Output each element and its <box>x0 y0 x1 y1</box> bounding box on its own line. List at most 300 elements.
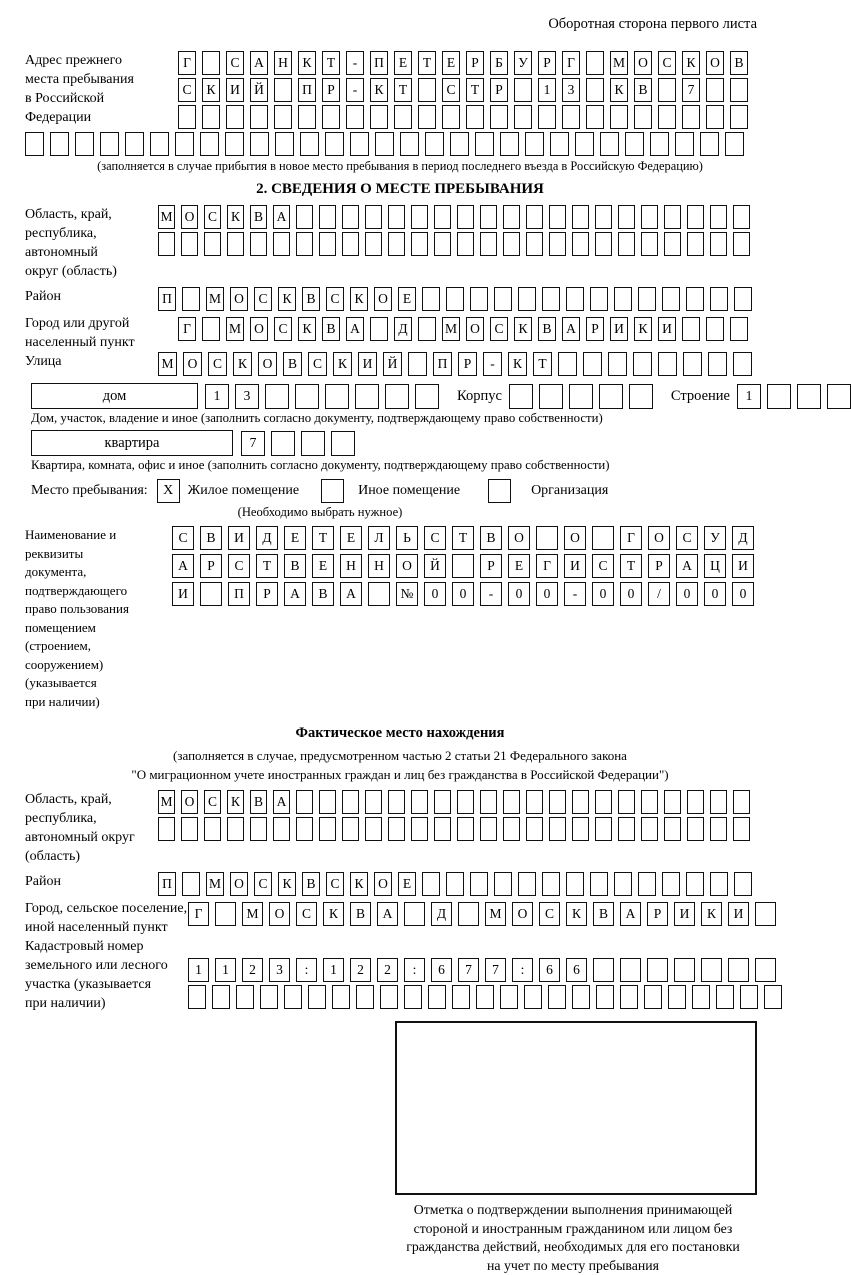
char-cell: : <box>296 958 317 982</box>
char-cell <box>682 317 700 341</box>
char-cell <box>250 105 268 129</box>
char-cell: В <box>322 317 340 341</box>
char-cell: 1 <box>205 384 229 409</box>
street-label: Улица <box>25 354 62 369</box>
char-cell <box>50 132 69 156</box>
char-cell <box>457 232 474 256</box>
char-cell: Г <box>562 51 580 75</box>
char-cell <box>664 817 681 841</box>
char-cell <box>569 384 593 409</box>
char-cell: Н <box>340 554 362 578</box>
char-cell: К <box>370 78 388 102</box>
actual-city-label: Город, сельское поселение, иной населенный пункт <box>25 901 188 935</box>
char-cell: М <box>442 317 460 341</box>
char-cell: О <box>269 902 290 926</box>
char-cell <box>687 790 704 814</box>
char-cell: Н <box>368 554 390 578</box>
char-cell <box>641 790 658 814</box>
char-cell <box>662 872 680 896</box>
char-cell: О <box>648 526 670 550</box>
char-cell <box>301 431 325 456</box>
char-cell <box>733 817 750 841</box>
char-cell: Д <box>732 526 754 550</box>
char-cell <box>494 287 512 311</box>
char-cell <box>708 352 727 376</box>
char-cell <box>480 205 497 229</box>
char-cell <box>687 232 704 256</box>
char-cell: Е <box>398 287 416 311</box>
char-cell: 1 <box>538 78 556 102</box>
stay-type-row <box>31 479 775 503</box>
char-cell: С <box>326 287 344 311</box>
char-cell <box>634 105 652 129</box>
char-cell <box>500 132 519 156</box>
char-cell <box>452 554 474 578</box>
char-cell <box>503 205 520 229</box>
cadastral-row-1 <box>188 958 782 982</box>
char-cell: Д <box>431 902 452 926</box>
char-cell <box>701 958 722 982</box>
char-cell <box>675 132 694 156</box>
char-cell: А <box>172 554 194 578</box>
apartment-row <box>31 430 775 456</box>
char-cell: А <box>340 582 362 606</box>
char-cell <box>271 431 295 456</box>
document-row-1 <box>172 526 775 550</box>
char-cell: В <box>250 205 267 229</box>
char-cell: / <box>648 582 670 606</box>
char-cell: К <box>508 352 527 376</box>
char-cell <box>480 232 497 256</box>
char-cell <box>75 132 94 156</box>
char-cell <box>687 205 704 229</box>
char-cell <box>590 872 608 896</box>
char-cell <box>181 817 198 841</box>
char-cell <box>125 132 144 156</box>
char-cell <box>526 232 543 256</box>
char-cell <box>586 105 604 129</box>
char-cell <box>755 902 776 926</box>
char-cell <box>325 132 344 156</box>
stay-type-checkbox-organization <box>488 479 511 503</box>
char-cell <box>480 790 497 814</box>
char-cell: О <box>250 317 268 341</box>
char-cell: С <box>178 78 196 102</box>
char-cell: 1 <box>188 958 209 982</box>
char-cell <box>418 317 436 341</box>
char-cell <box>562 105 580 129</box>
char-cell <box>641 205 658 229</box>
char-cell: Р <box>256 582 278 606</box>
char-cell <box>325 384 349 409</box>
char-cell <box>182 872 200 896</box>
char-cell <box>595 232 612 256</box>
char-cell: Н <box>274 51 292 75</box>
char-cell <box>575 132 594 156</box>
char-cell: 7 <box>241 431 265 456</box>
char-cell: В <box>480 526 502 550</box>
char-cell <box>638 872 656 896</box>
char-cell <box>415 384 439 409</box>
char-cell: В <box>284 554 306 578</box>
char-cell <box>538 105 556 129</box>
char-cell: Г <box>178 317 196 341</box>
char-cell <box>475 132 494 156</box>
char-cell <box>342 205 359 229</box>
char-cell <box>442 105 460 129</box>
char-cell: И <box>658 317 676 341</box>
char-cell <box>204 817 221 841</box>
char-cell <box>200 582 222 606</box>
char-cell <box>275 132 294 156</box>
korpus-label: Корпус <box>457 387 502 404</box>
char-cell: К <box>278 872 296 896</box>
char-cell: А <box>346 317 364 341</box>
char-cell: И <box>610 317 628 341</box>
char-cell <box>322 105 340 129</box>
char-cell <box>446 872 464 896</box>
char-cell <box>425 132 444 156</box>
char-cell: - <box>483 352 502 376</box>
char-cell <box>296 790 313 814</box>
char-cell <box>434 205 451 229</box>
char-cell <box>706 105 724 129</box>
char-cell: : <box>512 958 533 982</box>
char-cell <box>706 78 724 102</box>
char-cell <box>518 872 536 896</box>
char-cell <box>150 132 169 156</box>
char-cell <box>509 384 533 409</box>
char-cell <box>227 817 244 841</box>
char-cell <box>566 287 584 311</box>
char-cell <box>368 582 390 606</box>
char-cell <box>525 132 544 156</box>
char-cell: А <box>284 582 306 606</box>
char-cell <box>319 232 336 256</box>
char-cell <box>740 985 758 1009</box>
char-cell <box>388 232 405 256</box>
char-cell: П <box>158 872 176 896</box>
char-cell <box>494 872 512 896</box>
char-cell <box>730 317 748 341</box>
char-cell <box>385 384 409 409</box>
char-cell <box>404 985 422 1009</box>
char-cell: Р <box>538 51 556 75</box>
char-cell: И <box>732 554 754 578</box>
char-cell <box>434 232 451 256</box>
char-cell: К <box>566 902 587 926</box>
char-cell: 0 <box>536 582 558 606</box>
char-cell <box>767 384 791 409</box>
char-cell <box>664 205 681 229</box>
char-cell: 0 <box>676 582 698 606</box>
section2-title: 2. СВЕДЕНИЯ О МЕСТЕ ПРЕБЫВАНИЯ <box>256 181 544 197</box>
char-cell <box>572 985 590 1009</box>
char-cell: Т <box>322 51 340 75</box>
char-cell: О <box>181 205 198 229</box>
char-cell <box>710 872 728 896</box>
char-cell <box>572 205 589 229</box>
char-cell: К <box>298 317 316 341</box>
char-cell <box>342 232 359 256</box>
char-cell: С <box>254 872 272 896</box>
char-cell <box>683 352 702 376</box>
char-cell: П <box>433 352 452 376</box>
char-cell <box>600 132 619 156</box>
char-cell <box>518 287 536 311</box>
char-cell: Е <box>394 51 412 75</box>
street-row <box>158 352 752 376</box>
city-row <box>178 317 748 341</box>
char-cell <box>514 105 532 129</box>
char-cell: Е <box>312 554 334 578</box>
char-cell <box>457 205 474 229</box>
char-cell: Й <box>383 352 402 376</box>
char-cell <box>716 985 734 1009</box>
char-cell: Р <box>480 554 502 578</box>
char-cell: Р <box>647 902 668 926</box>
char-cell: 0 <box>732 582 754 606</box>
char-cell: 6 <box>539 958 560 982</box>
char-cell <box>200 132 219 156</box>
char-cell <box>404 902 425 926</box>
char-cell <box>250 232 267 256</box>
char-cell <box>618 817 635 841</box>
char-cell <box>25 132 44 156</box>
char-cell <box>422 287 440 311</box>
char-cell: 0 <box>704 582 726 606</box>
char-cell: М <box>485 902 506 926</box>
char-cell <box>202 317 220 341</box>
char-cell: И <box>728 902 749 926</box>
char-cell <box>710 232 727 256</box>
char-cell <box>457 817 474 841</box>
char-cell <box>734 872 752 896</box>
actual-region-label: Область, край, республика, автономный округ (область) <box>25 792 135 864</box>
char-cell: К <box>323 902 344 926</box>
char-cell: С <box>208 352 227 376</box>
char-cell: 2 <box>377 958 398 982</box>
char-cell <box>342 817 359 841</box>
char-cell <box>586 51 604 75</box>
region-row-2 <box>158 232 775 256</box>
stay-type-checkbox-residential: X <box>157 479 180 503</box>
char-cell <box>734 287 752 311</box>
city-field <box>25 314 775 352</box>
char-cell <box>526 790 543 814</box>
char-cell: К <box>233 352 252 376</box>
char-cell: 6 <box>566 958 587 982</box>
char-cell <box>274 78 292 102</box>
char-cell: О <box>230 287 248 311</box>
actual-region-row-2 <box>158 817 775 841</box>
char-cell <box>227 232 244 256</box>
char-cell <box>470 287 488 311</box>
char-cell <box>332 985 350 1009</box>
char-cell: О <box>512 902 533 926</box>
char-cell <box>674 958 695 982</box>
char-cell <box>411 790 428 814</box>
char-cell: С <box>274 317 292 341</box>
char-cell <box>733 232 750 256</box>
apartment-caption: Квартира, комната, офис и иное (заполнить согласно документу, подтверждающему право собственности) <box>31 458 610 472</box>
char-cell <box>668 985 686 1009</box>
region-row-1 <box>158 205 775 229</box>
char-cell <box>710 205 727 229</box>
actual-location-title: Фактическое место нахождения <box>295 725 505 741</box>
char-cell <box>549 817 566 841</box>
char-cell <box>182 287 200 311</box>
char-cell <box>394 105 412 129</box>
char-cell: 3 <box>269 958 290 982</box>
char-cell: Б <box>490 51 508 75</box>
char-cell <box>452 985 470 1009</box>
char-cell <box>686 287 704 311</box>
char-cell <box>446 287 464 311</box>
char-cell <box>550 132 569 156</box>
char-cell: О <box>181 790 198 814</box>
char-cell: 1 <box>215 958 236 982</box>
char-cell <box>490 105 508 129</box>
char-cell: М <box>158 205 175 229</box>
char-cell: П <box>158 287 176 311</box>
char-cell <box>158 817 175 841</box>
city-label: Город или другой населенный пункт <box>25 316 135 350</box>
char-cell: М <box>158 352 177 376</box>
char-cell: С <box>592 554 614 578</box>
char-cell: Е <box>398 872 416 896</box>
char-cell: А <box>273 790 290 814</box>
char-cell: Т <box>452 526 474 550</box>
char-cell <box>370 317 388 341</box>
char-cell: 7 <box>682 78 700 102</box>
char-cell: С <box>172 526 194 550</box>
prev-address-row-2 <box>178 78 775 102</box>
char-cell <box>797 384 821 409</box>
char-cell: Й <box>424 554 446 578</box>
char-cell: О <box>706 51 724 75</box>
char-cell <box>458 902 479 926</box>
stay-type-option-other: Иное помещение <box>358 483 461 498</box>
char-cell <box>686 872 704 896</box>
actual-region-row-1 <box>158 790 775 814</box>
char-cell <box>548 985 566 1009</box>
char-cell: И <box>564 554 586 578</box>
char-cell <box>539 384 563 409</box>
page-note: Оборотная сторона первого листа <box>548 16 757 32</box>
char-cell: 3 <box>562 78 580 102</box>
char-cell: П <box>370 51 388 75</box>
char-cell <box>658 78 676 102</box>
char-cell: Т <box>620 554 642 578</box>
char-cell: О <box>564 526 586 550</box>
char-cell: 3 <box>235 384 259 409</box>
actual-district-row <box>158 872 752 896</box>
char-cell: 0 <box>592 582 614 606</box>
char-cell <box>700 132 719 156</box>
char-cell: Д <box>256 526 278 550</box>
char-cell <box>319 790 336 814</box>
char-cell: Г <box>536 554 558 578</box>
char-cell: И <box>674 902 695 926</box>
char-cell <box>572 817 589 841</box>
char-cell: М <box>242 902 263 926</box>
house-caption: Дом, участок, владение и иное (заполнить согласно документу, подтверждающему право собственности) <box>31 411 603 425</box>
char-cell: 2 <box>350 958 371 982</box>
document-field <box>25 526 775 711</box>
char-cell <box>592 526 614 550</box>
char-cell <box>178 105 196 129</box>
char-cell <box>503 232 520 256</box>
char-cell: С <box>226 51 244 75</box>
char-cell: В <box>302 287 320 311</box>
char-cell <box>298 105 316 129</box>
char-cell <box>599 384 623 409</box>
char-cell <box>480 817 497 841</box>
document-row-2 <box>172 554 775 578</box>
char-cell: Л <box>368 526 390 550</box>
char-cell: К <box>514 317 532 341</box>
char-cell: В <box>250 790 267 814</box>
char-cell <box>644 985 662 1009</box>
char-cell: К <box>333 352 352 376</box>
char-cell: Р <box>458 352 477 376</box>
char-cell <box>158 232 175 256</box>
cadastral-field <box>25 937 775 1013</box>
char-cell <box>692 985 710 1009</box>
char-cell: 1 <box>737 384 761 409</box>
char-cell <box>526 205 543 229</box>
char-cell: О <box>374 872 392 896</box>
char-cell <box>586 78 604 102</box>
char-cell: О <box>230 872 248 896</box>
char-cell <box>728 958 749 982</box>
char-cell <box>633 352 652 376</box>
char-cell: - <box>346 51 364 75</box>
char-cell: С <box>204 790 221 814</box>
char-cell: : <box>404 958 425 982</box>
char-cell <box>236 985 254 1009</box>
char-cell: В <box>634 78 652 102</box>
char-cell <box>350 132 369 156</box>
char-cell <box>526 817 543 841</box>
char-cell <box>225 132 244 156</box>
char-cell <box>388 790 405 814</box>
char-cell <box>638 287 656 311</box>
char-cell: К <box>278 287 296 311</box>
char-cell <box>755 958 776 982</box>
district-field <box>25 287 775 314</box>
char-cell: 6 <box>431 958 452 982</box>
char-cell <box>730 78 748 102</box>
char-cell <box>428 985 446 1009</box>
char-cell <box>450 132 469 156</box>
char-cell: А <box>377 902 398 926</box>
char-cell: М <box>610 51 628 75</box>
char-cell: В <box>200 526 222 550</box>
char-cell <box>388 817 405 841</box>
char-cell <box>618 232 635 256</box>
char-cell <box>687 817 704 841</box>
char-cell <box>319 817 336 841</box>
char-cell <box>608 352 627 376</box>
char-cell <box>500 985 518 1009</box>
char-cell <box>558 352 577 376</box>
char-cell: Р <box>490 78 508 102</box>
char-cell: Е <box>508 554 530 578</box>
prev-address-row-1 <box>178 51 775 75</box>
char-cell: В <box>312 582 334 606</box>
